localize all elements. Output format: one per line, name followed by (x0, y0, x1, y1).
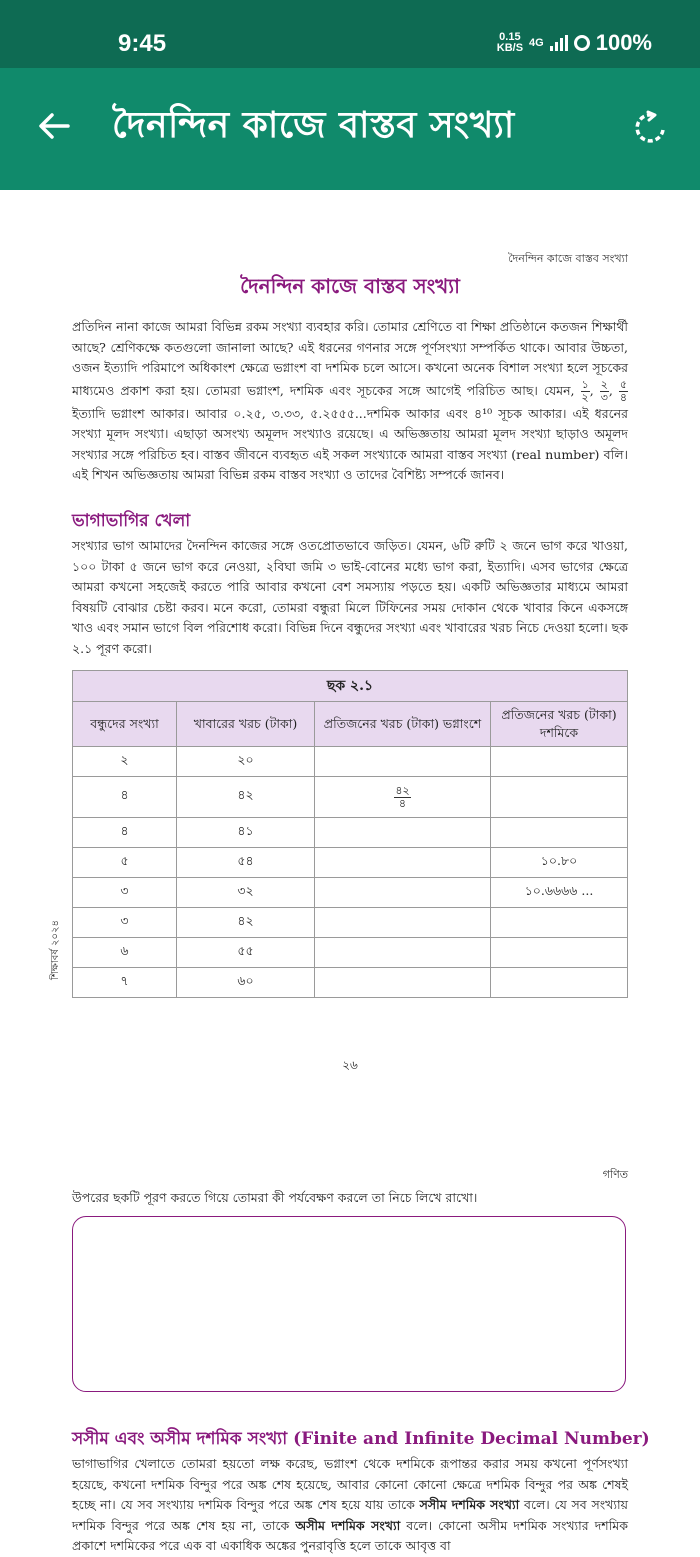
fraction-cell (315, 848, 491, 878)
fraction-cell (315, 968, 491, 998)
table-row: ৭ ৬০ (73, 968, 628, 998)
rotate-icon[interactable] (632, 110, 668, 146)
section-heading: ভাগাভাগির খেলা (72, 511, 191, 531)
side-label: শিক্ষাবর্ষ ২০২৪ (50, 919, 61, 980)
section-paragraph: ভাগাভাগির খেলাতে তোমরা হয়তো লক্ষ করেছ, ভগ্নাংশ থেকে দশমিকে রূপান্তর করার সময় কখনো পূর্ণসংখ্যা হয়েছে, কখনো দশমিক বিন্দুর পরে অঙ্ক শেষ হয়েছে, আবার কোনো কোনো ক্ষেত্রে দশমিক বিন্দুর পর অঙ্ক শেষই হচ্ছে না। যে সব সংখ্যায় দশমিক বিন্দুর পরে অঙ্ক শেষ হয়ে যায় তাকে সসীম দশমিক সংখ্যা বলে। যে সব সংখ্যায় দশমিক বিন্দুর পরে অঙ্ক শেষ হয় না, তাকে অসীম দশমিক সংখ্যা বলে। কোনো অসীম দশমিক সংখ্যার দশমিক প্রকাশে দশমিকের পরে এক বা একাধিক অঙ্কের পুনরাবৃত্তি হলে তাকে আবৃত্ত বা (72, 1456, 628, 1553)
table-caption: ছক ২.১ (73, 671, 628, 702)
column-header: খাবারের খরচ (টাকা) (177, 702, 315, 747)
page-number: ২৬ (342, 1058, 358, 1072)
prompt-text: উপরের ছকটি পূরণ করতে গিয়ে তোমরা কী পর্যবেক্ষণ করলে তা নিচে লিখে রাখো। (72, 1190, 478, 1205)
signal-icon (550, 35, 568, 51)
running-head: দৈনন্দিন কাজে বাস্তব সংখ্যা (508, 252, 628, 265)
table-row: ৩ ৩২ ১০.৬৬৬৬ ... (73, 878, 628, 908)
fraction: $\frac{৪২}{৪}$ (395, 783, 410, 810)
term-finite: সসীম দশমিক সংখ্যা (419, 1497, 520, 1512)
table-row: ৫ ৫৪ ১০.৮০ (73, 848, 628, 878)
running-head: গণিত (602, 1168, 628, 1181)
section-heading: সসীম এবং অসীম দশমিক সংখ্যা (Finite and Infinite Decimal Number) (72, 1429, 650, 1449)
fraction-cell (315, 747, 491, 777)
intro-paragraph: প্রতিদিন নানা কাজে আমরা বিভিন্ন রকম সংখ্যা ব্যবহার করি। তোমার শ্রেণিতে বা শিক্ষা প্রতিষ্ঠানে কতজন শিক্ষার্থী আছে? শ্রেণিকক্ষে কতগুলো জানালা আছে? এই ধরনের গণনার সঙ্গে পূর্ণসংখ্যা সম্পর্কিত থাকে। আবার উচ্চতা, ওজন ইত্যাদি পরিমাপে অধিকাংশ ক্ষেত্রে ভগ্নাংশ বা দশমিক চলে আসে। কখনো অনেক বিশাল সংখ্যা হলে সূচকের মাধ্যমেও প্রকাশ করা হয়। তোমরা ভগ্নাংশ, দশমিক এবং সূচকের সঙ্গে আগেই পরিচিত আছ। যেমন, $\frac{১}{২}$ , $\frac{২}{৩}$ , $\frac{৫}{৪}$ ইত্যাদি ভগ্নাংশ আকার। আবার ০.২৫, ৩.৩৩, ৫.২৫৫৫...দশমিক আকার এবং ৪¹⁰ সূচক আকার। এই ধরনের সংখ্যা মূলদ সংখ্যা। এছাড়া অসংখ্য অমূলদ সংখ্যাও রয়েছে। এ অভিজ্ঞতায় আমরা মূলদ সংখ্যা ছাড়াও অমূলদ সংখ্যার সঙ্গে পরিচিত হব। বাস্তব জীবনে ব্যবহৃত এই সকল সংখ্যাকে আমরা বাস্তব সংখ্যা (real number) বলি। এই শিখন অভিজ্ঞতায় আমরা বিভিন্ন রকম বাস্তব সংখ্যা ও তাদের বৈশিষ্ট্য সম্পর্কে জানব। (72, 319, 628, 482)
chapter-title: দৈনন্দিন কাজে বাস্তব সংখ্যা (240, 274, 460, 298)
network-speed: 0.15 KB/S (496, 31, 524, 54)
section-paragraph: সংখ্যার ভাগ আমাদের দৈনন্দিন কাজের সঙ্গে ওতপ্রোতভাবে জড়িত। যেমন, ৬টি রুটি ২ জনে ভাগ করে খাওয়া, ১০০ টাকা ৫ জনে ভাগ করে নেওয়া, ২বিঘা জমি ৩ ভাই-বোনের মধ্যে ভাগ করা, ইত্যাদি। এসব ভাগের ক্ষেত্রে আমরা কখনো সহজেই করতে পারি আবার কখনো বেশ সমস্যায় পড়তে হয়। একটি অভিজ্ঞতার মাধ্যমে আমরা বিষয়টি বোঝার চেষ্টা করব। মনে করো, তোমরা বন্ধুরা মিলে টিফিনের সময় দোকান থেকে খাবার কিনে একসঙ্গে খাও এবং সমান ভাগে বিল পরিশোধ করো। বিভিন্ন দিনে বন্ধুদের সংখ্যা এবং খাবারের খরচ নিচে দেওয়া হলো। ছক ২.১ পূরণ করো। (72, 538, 628, 656)
document-page (0, 190, 700, 1556)
battery-level: 100% (595, 30, 652, 55)
app-title: দৈনন্দিন কাজে বাস্তব সংখ্যা (112, 105, 515, 146)
fraction: $\frac{১}{২}$ (581, 377, 589, 404)
table-row: ৩ ৪২ (73, 908, 628, 938)
table-row: ৪ ৪১ (73, 818, 628, 848)
back-arrow-icon[interactable] (36, 108, 72, 144)
status-bar (0, 0, 700, 68)
fraction-cell (315, 818, 491, 848)
column-header: প্রতিজনের খরচ (টাকা) ভগ্নাংশে (315, 702, 491, 747)
fraction-cell (315, 938, 491, 968)
network-type: 4G (529, 37, 544, 49)
fraction: $\frac{৫}{৪}$ (619, 377, 627, 404)
table-row: ২ ২০ (73, 747, 628, 777)
term-infinite: অসীম দশমিক সংখ্যা (295, 1517, 401, 1533)
table-row: ৪ ৪২ $\frac{৪২}{৪}$ (73, 777, 628, 818)
app-bar (0, 68, 700, 190)
fraction-cell (315, 908, 491, 938)
battery-icon (574, 35, 590, 51)
fraction-cell (315, 777, 491, 818)
status-icons (497, 30, 652, 56)
table-row: ৬ ৫৫ (73, 938, 628, 968)
column-header: প্রতিজনের খরচ (টাকা) দশমিকে (491, 702, 628, 747)
column-header: বন্ধুদের সংখ্যা (73, 702, 177, 747)
fraction-cell (315, 878, 491, 908)
status-time: 9:45 (118, 30, 167, 57)
fraction: $\frac{২}{৩}$ (600, 377, 608, 404)
data-table (72, 670, 628, 998)
answer-box[interactable] (72, 1216, 626, 1392)
